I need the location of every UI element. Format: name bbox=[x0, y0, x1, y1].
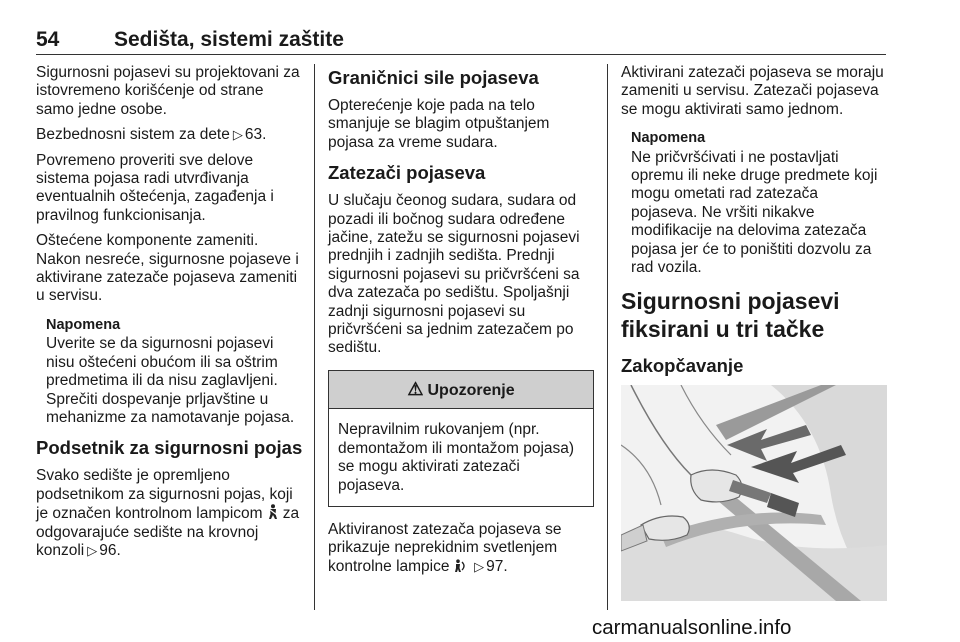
note-title: Napomena bbox=[46, 316, 121, 333]
page-reference-link[interactable]: 97. bbox=[486, 557, 508, 575]
triangle-right-icon: ▷ bbox=[232, 127, 243, 143]
warning-body: Nepravilnim rukovanjem (npr. demontažom ili montažom pojasa) se mogu aktivirati zatezači pojaseva. bbox=[338, 421, 575, 494]
column-divider bbox=[314, 64, 315, 610]
warning-header: ⚠ Upozorenje bbox=[329, 371, 593, 409]
triangle-right-icon: ▷ bbox=[474, 558, 485, 574]
column-3 bbox=[621, 64, 887, 601]
paragraph: Oštećene komponente zameniti. Nakon nesreće, sigurnosne pojaseve i aktivirane zatezače pojaseva zameniti u servisu. bbox=[36, 232, 299, 305]
watermark: carmanualsonline.info bbox=[592, 616, 792, 639]
paragraph: Bezbednosni sistem za dete ▷ 63. bbox=[36, 126, 267, 144]
note-body: Ne pričvršćivati i ne postavljati opremu ili neke druge predmete koji mogu ometati rad zatezača pojaseva. Ne vršiti nikakve modifikacije na delovima zatezača pojasa jer će to poništiti dozvolu za rad vozila. bbox=[631, 148, 878, 277]
paragraph: Aktiviranost zatezača pojaseva se prikazuje neprekidnim svetlenjem kontrolne lampice ▷ 97. bbox=[328, 520, 562, 575]
note-box bbox=[631, 129, 887, 277]
paragraph: Svako sedište je opremljeno podsetnikom za sigurnosni pojas, koji je označen kontrolnom lampicom za odgovarajuće sedište na krovnoj konzoli ▷ 96. bbox=[36, 467, 300, 559]
section-heading: Graničnici sile pojaseva bbox=[328, 67, 539, 88]
column-divider bbox=[607, 64, 608, 610]
page-number: 54 bbox=[36, 28, 60, 51]
paragraph: Povremeno proveriti sve delove sistema pojasa radi utvrđivanja eventualnih oštećenja, zagađenja i pravilnog funkcionisanja. bbox=[36, 151, 274, 224]
section-heading: Zakopčavanje bbox=[621, 355, 744, 377]
warning-box bbox=[328, 370, 594, 507]
note-body: Uverite se da sigurnosni pojasevi nisu oštećeni obućom ili sa oštrim predmetima ili da nisu zaglavljeni. Sprečiti dospevanje prljavštine u mehanizme za namotavanje pojasa. bbox=[46, 335, 295, 426]
paragraph: Opterećenje koje pada na telo smanjuje se blagim otpuštanjem pojasa za vreme sudara. bbox=[328, 97, 550, 151]
column-1 bbox=[36, 64, 304, 567]
paragraph: U slučaju čeonog sudara, sudara od pozadi ili bočnog sudara određene jačine, zatežu se sigurnosni pojasevi prednjih i zadnjih sedišta. Prednji sigurnosni pojasevi su pričvršćeni sa dva zatezača po sedištu. Spoljašnji zadnji sigurnosni pojasevi su pričvršćeni sa jednim zatezačem po sedištu. bbox=[328, 192, 580, 357]
header-rule bbox=[36, 54, 886, 55]
triangle-right-icon: ▷ bbox=[87, 542, 98, 558]
paragraph: Aktivirani zatezači pojaseva se moraju zameniti u servisu. Zatezači pojaseva se mogu aktivirati samo jednom. bbox=[621, 64, 884, 118]
page-reference-link[interactable]: 63. bbox=[244, 126, 267, 144]
section-heading: Podsetnik za sigurnosni pojas bbox=[36, 437, 303, 459]
airbag-lamp-icon bbox=[454, 558, 471, 575]
page-header bbox=[36, 28, 886, 52]
chapter-heading: Sigurnosni pojasevi fiksirani u tri tačke bbox=[621, 288, 840, 343]
note-title: Napomena bbox=[631, 130, 706, 147]
note-box bbox=[46, 316, 304, 427]
page-reference-link[interactable]: 96. bbox=[99, 541, 121, 559]
column-2 bbox=[328, 64, 594, 583]
warning-triangle-icon: ⚠ bbox=[407, 378, 424, 399]
page-title: Sedišta, sistemi zaštite bbox=[114, 28, 344, 51]
seatbelt-reminder-icon bbox=[267, 505, 283, 521]
section-heading: Zatezači pojaseva bbox=[328, 162, 486, 184]
buckling-illustration bbox=[621, 385, 887, 601]
paragraph: Sigurnosni pojasevi su projektovani za istovremeno korišćenje od strane samo jedne osobe. bbox=[36, 64, 300, 118]
